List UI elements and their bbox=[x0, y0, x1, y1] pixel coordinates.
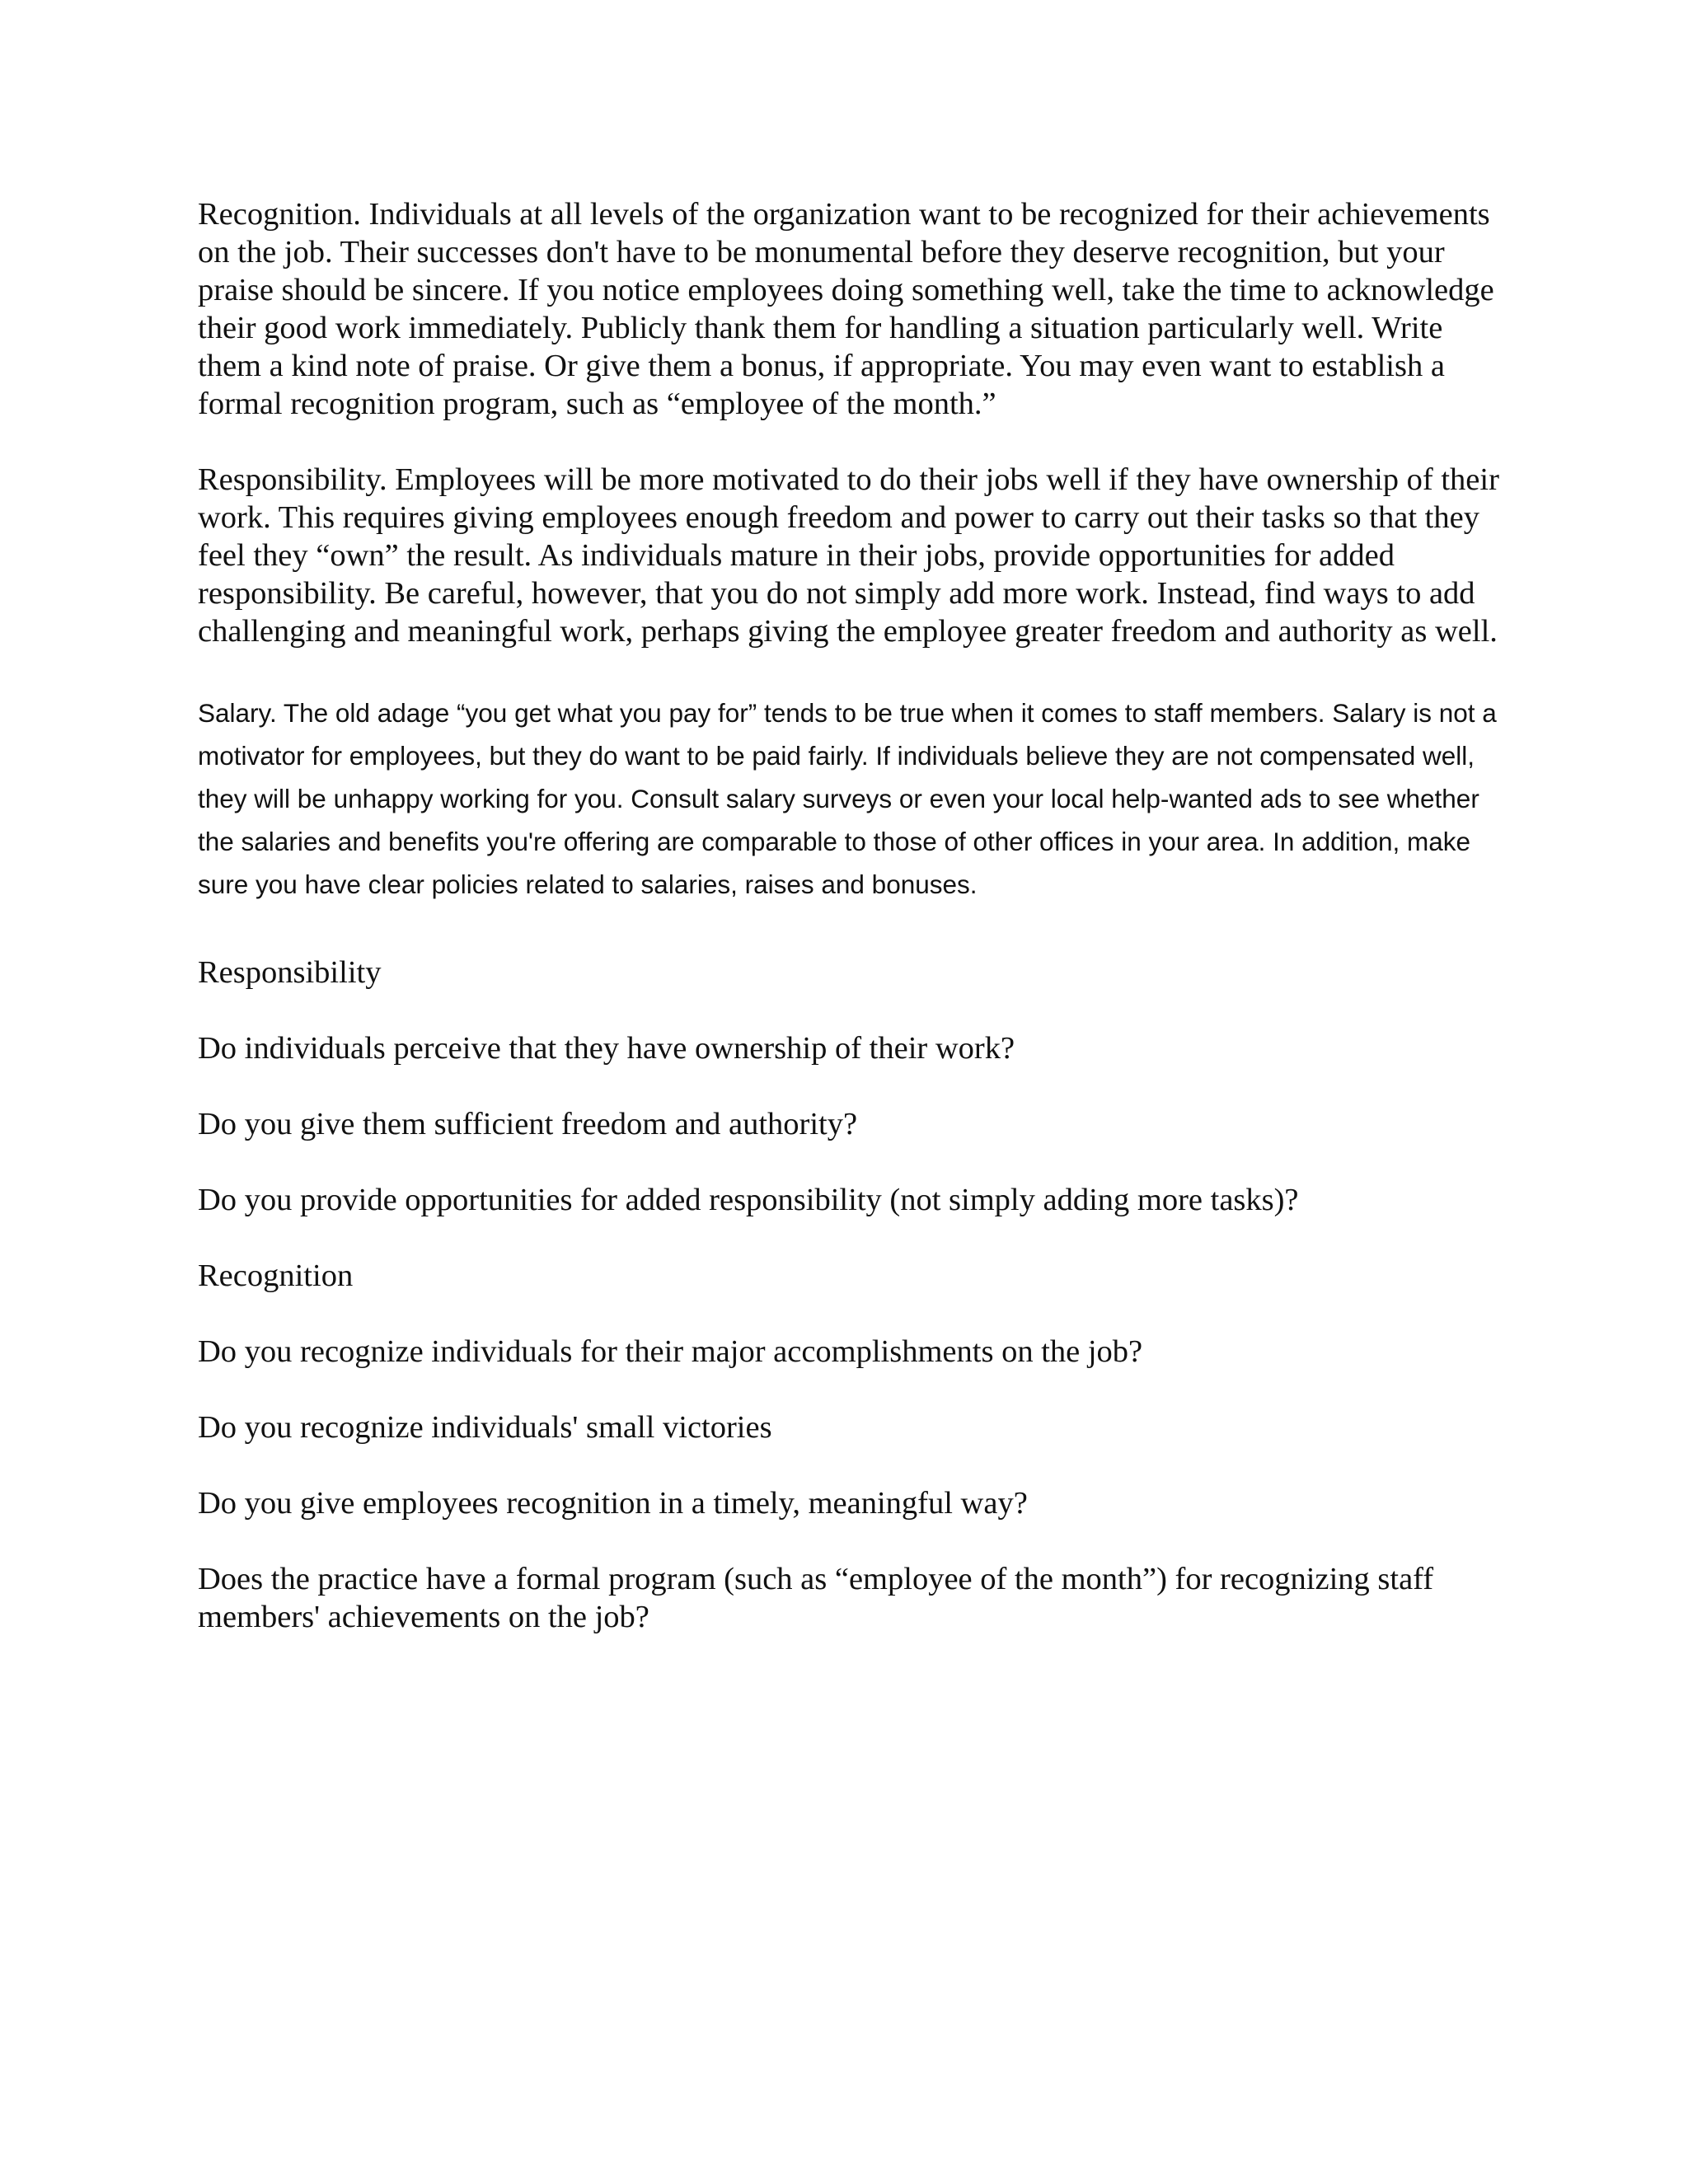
checklist-question: Do you provide opportunities for added responsibility (not simply adding more tasks)? bbox=[198, 1183, 1299, 1217]
document-body bbox=[198, 195, 1500, 1636]
checklist-question: Do you recognize individuals for their major accomplishments on the job? bbox=[198, 1334, 1143, 1369]
checklist-question: Do you give employees recognition in a timely, meaningful way? bbox=[198, 1486, 1028, 1521]
checklist-question: Does the practice have a formal program (such as “employee of the month”) for recognizing staff members' achievements on the job? bbox=[198, 1562, 1434, 1634]
checklist-question: Do you recognize individuals' small victories bbox=[198, 1410, 772, 1445]
checklist-question: Do you give them sufficient freedom and authority? bbox=[198, 1107, 858, 1141]
checklist-heading-recognition: Recognition bbox=[198, 1258, 354, 1293]
paragraph-recognition: Recognition. Individuals at all levels of the organization want to be recognized for their achievements on the job. Their successes don't have to be monumental before they deserve recognition, but your praise should be sincere. If you notice employees doing something well, take the time to acknowledge their good work immediately. Publicly thank them for handling a situation particularly well. Write them a kind note of praise. Or give them a bonus, if appropriate. You may even want to establish a formal recognition program, such as “employee of the month.” bbox=[198, 197, 1494, 421]
checklist-heading-responsibility: Responsibility bbox=[198, 955, 382, 990]
paragraph-responsibility: Responsibility. Employees will be more motivated to do their jobs well if they have ownership of their work. This requires giving employees enough freedom and power to carry out their tasks so that they feel they “own” the result. As individuals mature in their jobs, provide opportunities for added responsibility. Be careful, however, that you do not simply add more work. Instead, find ways to add challenging and meaningful work, perhaps giving the employee greater freedom and authority as well. bbox=[198, 462, 1499, 649]
checklist-question: Do individuals perceive that they have ownership of their work? bbox=[198, 1031, 1015, 1066]
paragraph-salary: Salary. The old adage “you get what you pay for” tends to be true when it comes to staff members. Salary is not a motivator for employees, but they do want to be paid fairly. If individuals believe they are not compensated well, they will be unhappy working for you. Consult salary surveys or even your local help-wanted ads to see whether the salaries and benefits you're offering are comparable to those of other offices in your area. In addition, make sure you have clear policies related to salaries, raises and bonuses. bbox=[198, 698, 1497, 899]
